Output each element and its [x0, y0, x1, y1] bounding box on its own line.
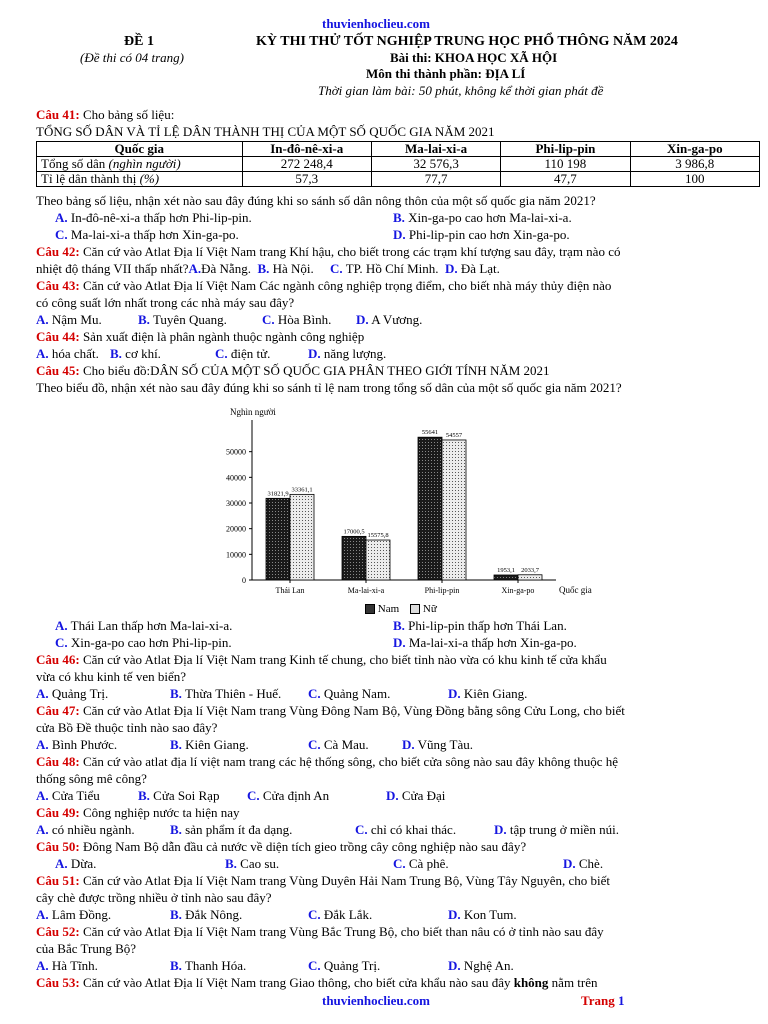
table-header-row	[37, 142, 760, 157]
table-header-cell: In-đô-nê-xi-a	[242, 142, 371, 157]
option-c[interactable]: C. Ma-lai-xi-a thấp hơn Xin-ga-po.	[55, 227, 239, 242]
question-label: Câu 41:	[36, 107, 80, 122]
exam-subject: Môn thi thành phần: ĐỊA LÍ	[366, 66, 526, 81]
table-cell: 100	[630, 172, 759, 187]
x-tick-label: Phi-lip-pin	[424, 586, 460, 595]
y-tick-label: 40000	[226, 473, 246, 483]
y-tick-label: 0	[242, 576, 246, 585]
table-cell: 77,7	[371, 172, 500, 187]
table-cell: 3 986,8	[630, 157, 759, 172]
question-45: Câu 45: Cho biểu đồ:DÂN SỐ CỦA MỘT SỐ QUỐC GIA PHÂN THEO GIỚI TÍNH NĂM 2021	[36, 363, 550, 378]
option-d[interactable]: D. năng lượng.	[308, 346, 387, 361]
question-44: Câu 44: Sản xuất điện là phân ngành thuộc ngành công nghiệp	[36, 329, 365, 344]
data-label: 17000,5	[343, 528, 365, 536]
option-d[interactable]: D. Vũng Tàu.	[402, 737, 474, 752]
table-title: TỔNG SỐ DÂN VÀ TỈ LỆ DÂN THÀNH THỊ CỦA MỘT SỐ QUỐC GIA NĂM 2021	[36, 124, 495, 139]
option-a[interactable]: A.	[188, 261, 202, 276]
data-label: 15575,8	[367, 532, 389, 540]
x-tick-label: Xin-ga-po	[501, 586, 535, 595]
x-tick-label: Ma-lai-xi-a	[347, 586, 385, 595]
option-b[interactable]: B. Đắk Nông.	[170, 907, 243, 922]
x-axis-label: Quốc gia	[559, 585, 592, 595]
table-cell: 110 198	[501, 157, 630, 172]
question-51-cont: cây chè được trồng nhiều ở tỉnh nào sau đây?	[36, 890, 272, 905]
option-a[interactable]: A. Cửa Tiểu	[36, 788, 100, 803]
table-row	[37, 172, 760, 187]
data-label: 55641	[421, 429, 439, 437]
option-a[interactable]: A. Nậm Mu.	[36, 312, 102, 327]
question-46: Câu 46: Căn cứ vào Atlat Địa lí Việt Nam trang Kinh tế chung, cho biết tỉnh nào vừa có khu kinh tế cửa khẩu	[36, 652, 607, 667]
exam-time: Thời gian làm bài: 50 phút, không kể thời gian phát đề	[318, 83, 604, 98]
option-b[interactable]: B. Xin-ga-po cao hơn Ma-lai-xi-a.	[393, 210, 572, 225]
data-table	[36, 141, 760, 187]
chart-legend	[365, 603, 437, 615]
data-label: 33361,1	[291, 486, 313, 494]
data-label: 54557	[445, 431, 463, 439]
option-c[interactable]: C. Cà phê.	[393, 856, 449, 871]
option-b[interactable]: B. Thanh Hóa.	[170, 958, 247, 973]
data-label: 1953,1	[497, 566, 515, 574]
page-number: Trang 1	[581, 993, 625, 1008]
bar-nam	[266, 498, 290, 580]
option-a[interactable]: A. Quảng Trị.	[36, 686, 109, 701]
bar-nam	[494, 575, 518, 580]
option-c[interactable]: C. Quảng Nam.	[308, 686, 391, 701]
exam-name: Bài thi: KHOA HỌC XÃ HỘI	[390, 50, 558, 65]
option-d[interactable]: D. A Vương.	[356, 312, 423, 327]
legend-swatch-nam	[365, 604, 375, 614]
question-52: Câu 52: Căn cứ vào Atlat Địa lí Việt Nam trang Vùng Bắc Trung Bộ, cho biết than nâu có ở tỉnh nào sau đây	[36, 924, 604, 939]
option-b[interactable]: B. Thừa Thiên - Huế.	[170, 686, 282, 701]
question-48-cont: thống sông mê công?	[36, 771, 147, 786]
option-c[interactable]: C.	[330, 261, 343, 276]
question-prompt: Theo bảng số liệu, nhận xét nào sau đây đúng khi so sánh số dân nông thôn của một số quốc gia năm 2021?	[36, 193, 596, 208]
option-d[interactable]: D. Phi-lip-pin cao hơn Xin-ga-po.	[393, 227, 570, 242]
pages-note: (Đề thi có 04 trang)	[80, 50, 184, 65]
legend-label-nu: Nữ	[422, 603, 437, 615]
question-51: Câu 51: Căn cứ vào Atlat Địa lí Việt Nam trang Vùng Duyên Hải Nam Trung Bộ, Vùng Tây Nguyên, cho biết	[36, 873, 610, 888]
bar-nu	[290, 494, 314, 580]
option-c[interactable]: C. Xin-ga-po cao hơn Phi-lip-pin.	[55, 635, 232, 650]
table-header-cell: Xin-ga-po	[630, 142, 759, 157]
question-prompt: Theo biểu đồ, nhận xét nào sau đây đúng khi so sánh tỉ lệ nam trong tổng số dân của một số quốc gia năm 2021?	[36, 380, 622, 395]
bar-nu	[518, 575, 542, 580]
table-header-cell: Ma-lai-xi-a	[371, 142, 500, 157]
option-c[interactable]: C. Đắk Lắk.	[308, 907, 373, 922]
question-48: Câu 48: Căn cứ vào atlat địa lí việt nam trang các hệ thống sông, cho biết cửa sông nào sau đây không thuộc hệ	[36, 754, 618, 769]
table-row	[37, 157, 760, 172]
option-d[interactable]: D. Nghệ An.	[448, 958, 514, 973]
option-c[interactable]: C. Cà Mau.	[308, 737, 369, 752]
question-47-cont: cửa Bồ Đề thuộc tỉnh nào sao đây?	[36, 720, 218, 735]
option-b[interactable]: B. Phi-lip-pin thấp hơn Thái Lan.	[393, 618, 567, 633]
table-row-label: Tỉ lệ dân thành thị (%)	[37, 172, 243, 187]
question-53: Câu 53: Căn cứ vào Atlat Địa lí Việt Nam trang Giao thông, cho biết cửa khẩu nào sau đây không nằm trên	[36, 975, 598, 990]
bar-nam	[418, 437, 442, 580]
option-a[interactable]: A. có nhiều ngành.	[36, 822, 135, 837]
legend-label-nam: Nam	[377, 603, 400, 615]
question-46-cont: vừa có khu kinh tế ven biển?	[36, 669, 187, 684]
option-a[interactable]: A. Thái Lan thấp hơn Ma-lai-xi-a.	[55, 618, 233, 633]
data-label: 31821,9	[267, 490, 289, 498]
option-d[interactable]: D. tập trung ở miền núi.	[494, 822, 619, 837]
option-d[interactable]: D. Ma-lai-xi-a thấp hơn Xin-ga-po.	[393, 635, 577, 650]
option-a[interactable]: A. hóa chất.	[36, 346, 99, 361]
question-42-cont: nhiệt độ tháng VII thấp nhất?A.Đà Nẵng. B. Hà Nội. C. TP. Hồ Chí Minh. D. Đà Lạt.	[36, 261, 500, 276]
population-bar-chart	[200, 400, 600, 616]
legend-swatch-nu	[410, 604, 420, 614]
site-header: thuvienhoclieu.com	[322, 16, 430, 31]
option-c[interactable]: C. điện tử.	[215, 346, 271, 361]
data-label: 2033,7	[521, 566, 539, 574]
option-b[interactable]: B. Cửa Soi Rạp	[138, 788, 220, 803]
option-c[interactable]: C. Cửa định An	[247, 788, 330, 803]
option-a[interactable]: A. Lâm Đồng.	[36, 907, 112, 922]
question-text: Cho bảng số liệu:	[79, 107, 175, 122]
question-52-cont: của Bắc Trung Bộ?	[36, 941, 137, 956]
question-50: Câu 50: Đông Nam Bộ dẫn đầu cả nước về diện tích gieo trồng cây công nghiệp nào sau đây?	[36, 839, 527, 854]
option-b[interactable]: B. Kiên Giang.	[170, 737, 249, 752]
x-tick-label: Thái Lan	[275, 586, 305, 595]
option-a[interactable]: A. Hà Tĩnh.	[36, 958, 98, 973]
option-b[interactable]: B. Tuyên Quang.	[138, 312, 227, 327]
option-d[interactable]: D. Kiên Giang.	[448, 686, 528, 701]
option-a[interactable]: A. Dừa.	[55, 856, 97, 871]
option-d[interactable]: D. Kon Tum.	[448, 907, 517, 922]
option-c[interactable]: C. Hòa Bình.	[262, 312, 332, 327]
option-c[interactable]: C. chỉ có khai thác.	[355, 822, 457, 837]
y-tick-label: 30000	[226, 499, 246, 508]
table-cell: 32 576,3	[371, 157, 500, 172]
option-b[interactable]: B. cơ khí.	[110, 346, 161, 361]
option-a[interactable]: A. In-đô-nê-xi-a thấp hơn Phi-lip-pin.	[55, 210, 252, 225]
option-c[interactable]: C. Quảng Trị.	[308, 958, 381, 973]
option-d[interactable]: D. Chè.	[563, 856, 604, 871]
question-43-cont: có công suất lớn nhất trong các nhà máy sau đây?	[36, 295, 295, 310]
bar-nam	[342, 536, 366, 580]
site-footer: thuvienhoclieu.com	[322, 993, 430, 1008]
table-cell: 272 248,4	[242, 157, 371, 172]
option-b[interactable]: B. Cao su.	[225, 856, 280, 871]
question-43: Câu 43: Căn cứ vào Atlat Địa lí Việt Nam Các ngành công nghiệp trọng điểm, cho biết nhà máy thủy điện nào	[36, 278, 612, 293]
exam-code: ĐỀ 1	[124, 34, 154, 49]
exam-title: KỲ THI THỬ TỐT NGHIỆP TRUNG HỌC PHỔ THÔNG NĂM 2024	[256, 34, 678, 49]
option-b[interactable]: B.	[257, 261, 270, 276]
y-tick-label: 10000	[226, 550, 246, 560]
option-b[interactable]: B. sản phẩm ít đa dạng.	[170, 822, 293, 837]
question-41	[36, 107, 174, 123]
bar-nu	[442, 440, 466, 580]
table-header-cell: Quốc gia	[37, 142, 243, 157]
table-header-cell: Phi-lip-pin	[501, 142, 630, 157]
y-tick-label: 20000	[226, 524, 246, 534]
y-axis-label: Nghìn người	[230, 407, 276, 417]
y-tick-label: 50000	[226, 447, 246, 457]
bar-nu	[366, 540, 390, 580]
question-49: Câu 49: Công nghiệp nước ta hiện nay	[36, 805, 240, 820]
option-a[interactable]: A. Bình Phước.	[36, 737, 118, 752]
question-47: Câu 47: Căn cứ vào Atlat Địa lí Việt Nam trang Vùng Đông Nam Bộ, Vùng Đồng bằng sông Cửu Long, cho biết	[36, 703, 625, 718]
table-cell: 47,7	[501, 172, 630, 187]
option-d[interactable]: D.	[445, 261, 458, 276]
option-d[interactable]: D. Cửa Đại	[386, 788, 446, 803]
question-42: Câu 42: Căn cứ vào Atlat Địa lí Việt Nam trang Khí hậu, cho biết trong các trạm khí tượng sau đây, trạm nào có	[36, 244, 621, 259]
table-row-label: Tổng số dân (nghìn người)	[37, 157, 243, 172]
table-cell: 57,3	[242, 172, 371, 187]
